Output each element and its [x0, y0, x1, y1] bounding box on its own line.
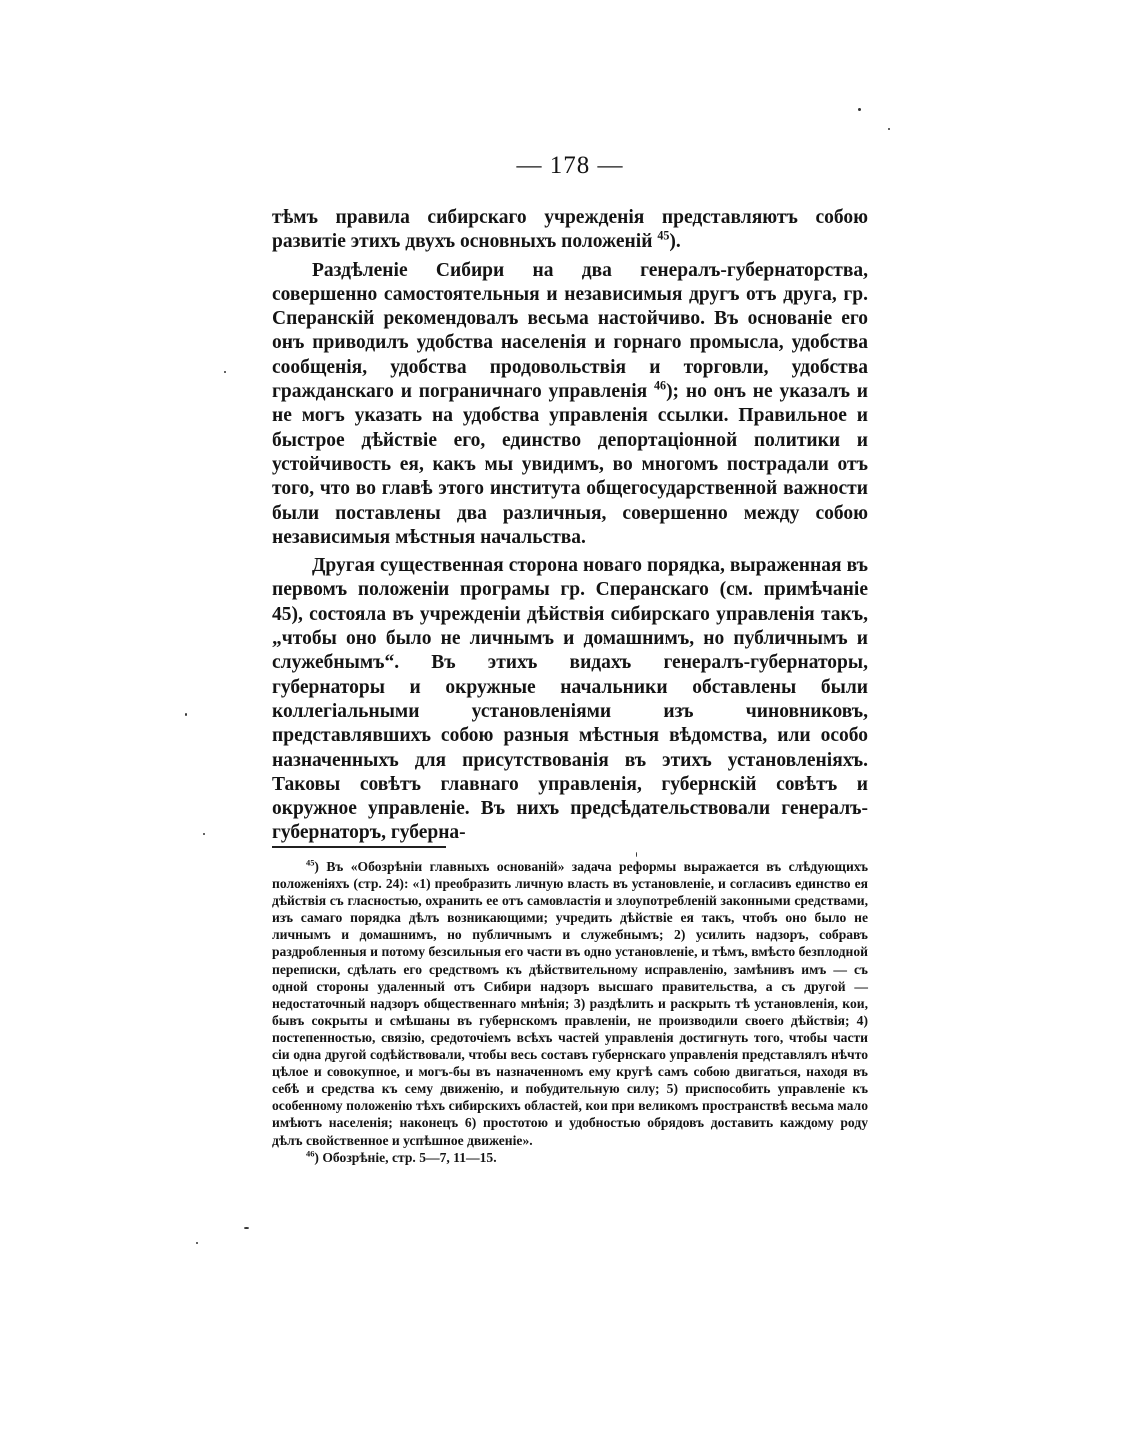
body-paragraph [272, 206, 868, 255]
footnote-marker: 46 [306, 1148, 315, 1159]
text-run: ). [669, 231, 681, 253]
scan-speck [636, 852, 637, 857]
footnote-marker: 45 [657, 228, 670, 243]
footnotes [272, 858, 868, 1166]
page-number: — 178 — [516, 152, 624, 179]
text-run: ) Въ «Обозрѣніи главныхъ основаній» задача реформы выражается въ слѣдующихъ положеніяхъ (стр. 24): «1) преобразить личную власть въ установленіе, и согласивъ единство ея дѣйствія съ гласностью, охранить ее отъ самовластія и злоупотребленій законными средствами, изъ самаго порядка дѣлъ возникающими; учредить дѣйствіе ея такъ, чтобъ оно было не личнымъ и домашнимъ, но публичнымъ и служебнымъ; 2) усилить надзоръ, собравъ раздробленныя и потому безсильныя его части въ одно установленіе, и тѣмъ, вмѣсто безплодной переписки, сдѣлать его средствомъ къ дѣйствительному исправленію, замѣнивъ имъ — съ одной стороны удаленный отъ Сибири надзоръ высшаго правительства, а съ другой — недостаточный надзоръ общественнаго мнѣнія; 3) раздѣлить и раскрыть тѣ установленія, кои, бывъ сокрыты и смѣшаны въ губернскомъ правленіи, не производили своего дѣйствія; 4) постепенностью, связію, средоточіемъ всѣхъ частей управленія достигнуть того, чтобы части сіи одна другой содѣйствовали, чтобы весь составъ губернскаго управленія представлялъ нѣчто цѣлое и совокупное, и могъ-бы въ назначенномъ ему кругѣ самъ собою двигаться, находя въ себѣ и средства къ сему движенію, и побудительную силу; 5) приспособить управленіе къ особенному положенію тѣхъ сибирскихъ областей, кои при великомъ пространствѣ весьма мало имѣютъ населенія; наконецъ 6) простотою и удобностью обрядовъ доставить каждому роду дѣлъ свойственное и успѣшное движеніе». [272, 859, 868, 1148]
footnote [272, 1149, 868, 1166]
text-run: ); но онъ не указалъ и не могъ указать на удобства управленія ссылки. Правильное и быстрое дѣйствіе его, единство депортаціонной политики и устойчивость ея, какъ мы увидимъ, во многомъ пострадали отъ того, что во главѣ этого института общегосударственной важности были поставлены два различныя, совершенно между собою независимыя мѣстныя начальства. [272, 381, 868, 548]
scan-speck [224, 371, 226, 373]
main-text [272, 206, 868, 850]
footnote-separator [272, 846, 446, 848]
footnote-marker: 45 [306, 857, 315, 868]
text-run: Другая существенная сторона новаго порядка, выраженная въ первомъ положеніи програмы гр. Сперанскаго (см. примѣчаніе 45), состояла въ учрежденіи дѣйствія сибирскаго управленія такъ, „чтобы оно было не личнымъ и домашнимъ, но публичнымъ и служебнымъ“. Въ этихъ видахъ генералъ-губернаторы, губернаторы и окружные начальники обставлены были коллегіальными установленіями изъ чиновниковъ, представлявшихъ собою разныя мѣстныя вѣдомства, или особо назначенныхъ для присутствованія въ этихъ установленіяхъ. Таковы совѣтъ главнаго управленія, губернскій совѣтъ и окружное управленіе. Въ нихъ предсѣдательствовали генералъ-губернаторъ, губерна- [272, 555, 868, 844]
footnote-marker: 46 [653, 378, 667, 393]
scan-speck [185, 713, 187, 716]
body-paragraph [272, 259, 868, 551]
scan-speck [244, 1227, 249, 1229]
text-run: ) Обозрѣніе, стр. 5—7, 11—15. [314, 1149, 497, 1165]
text-run: тѣмъ правила сибирскаго учрежденія представляютъ собою развитіе этихъ двухъ основныхъ положеній [272, 207, 868, 253]
scan-speck [203, 833, 205, 835]
scan-speck [888, 128, 890, 130]
body-paragraph [272, 554, 868, 846]
scan-speck [196, 1242, 198, 1244]
footnote [272, 858, 868, 1149]
scan-speck [858, 108, 861, 111]
text-run: Раздѣленіе Сибири на два генералъ-губернаторства, совершенно самостоятельныя и независимыя другъ отъ друга, гр. Сперанскій рекомендовалъ весьма настойчиво. Въ основаніе его онъ приводилъ удобства населенія и горнаго промысла, удобства сообщенія, удобства продовольствія и торговли, удобства гражданскаго и пограничнаго управленія [272, 259, 868, 403]
